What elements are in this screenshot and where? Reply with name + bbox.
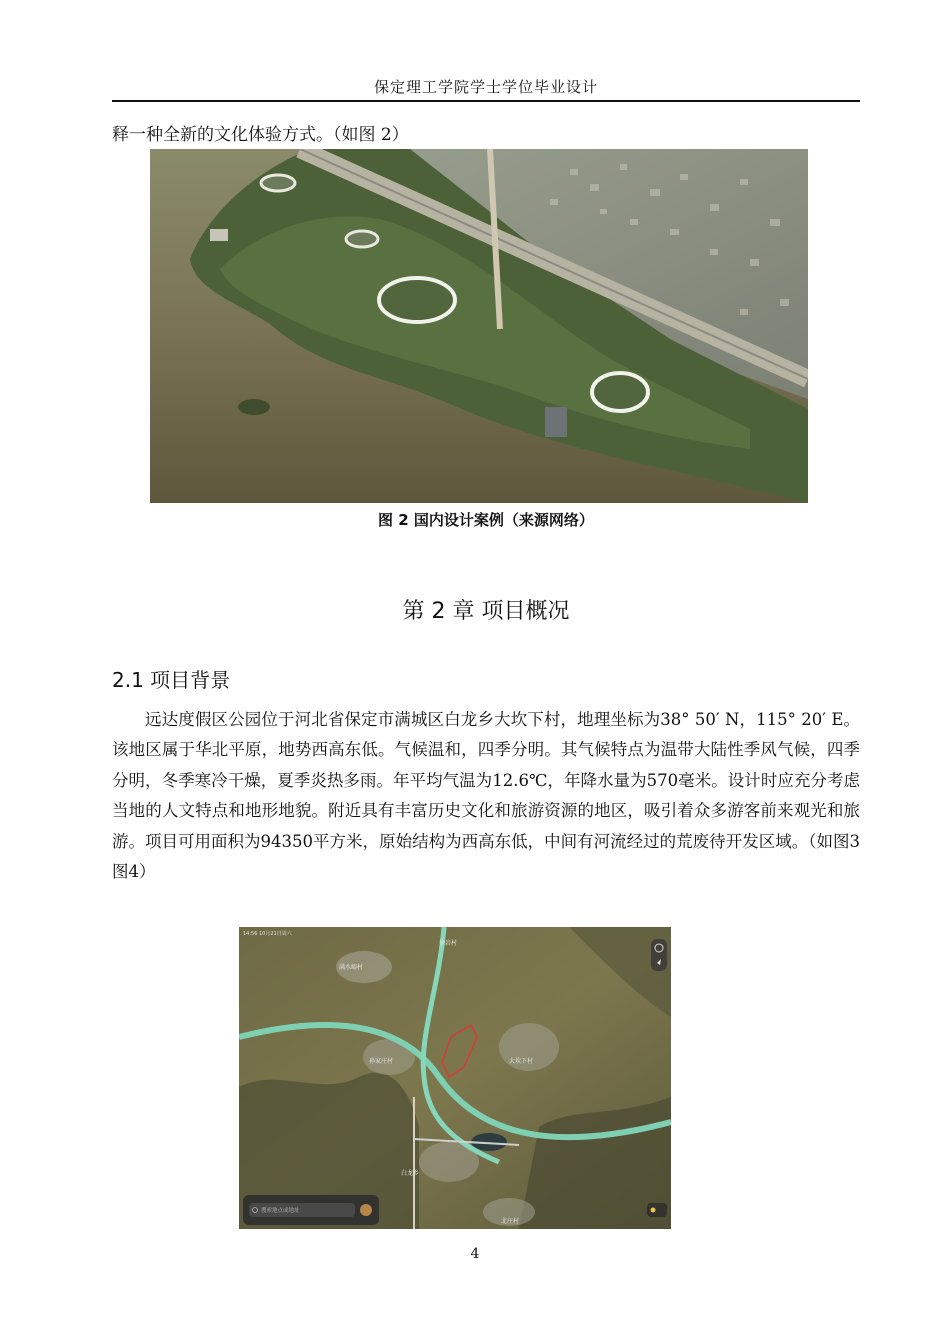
- map-status-time: 14:56 10月21日周六: [243, 931, 292, 937]
- chapter-title: 第 2 章 项目概况: [402, 599, 570, 624]
- header-rule: [112, 100, 860, 102]
- map-label-village-east: 大坎下村: [509, 1058, 534, 1065]
- map-label-village-mid: 孙家庄村: [369, 1058, 394, 1065]
- map-weather-badge: [647, 1203, 667, 1217]
- map-label-village-west: 满水峪村: [339, 964, 364, 971]
- map-label-village-south: 北庄村: [501, 1218, 520, 1225]
- page-number: 4: [470, 1246, 480, 1262]
- map-search-panel[interactable]: [243, 1195, 379, 1225]
- section-title: 2.1 项目背景: [112, 668, 231, 692]
- page-header: 保定理工学院学士学位毕业设计: [373, 78, 598, 96]
- figure-3-satellite-map: [239, 927, 671, 1229]
- map-label-town: 白龙乡: [401, 1170, 420, 1177]
- map-label-village-north: 徐岩村: [439, 940, 458, 947]
- body-paragraph-block: [112, 705, 860, 887]
- map-search-input[interactable]: 搜索地点或地址: [261, 1208, 300, 1214]
- intro-text-line: 释一种全新的文化体验方式。（如图 2）: [112, 125, 409, 145]
- body-paragraph: 远达度假区公园位于河北省保定市满城区白龙乡大坎下村，地理坐标为38° 50′ N，115° 20′ E。该地区属于华北平原，地势西高东低。气候温和，四季分明。其气候特点为温带大陆性季风气候，四季分明，冬季寒冷干燥，夏季炎热多雨。年平均气温为12.6℃，年降水量为570毫米。设计时应充分考虑当地的人文特点和地形地貌。附近具有丰富历史文化和旅游资源的地区，吸引着众多游客前来观光和旅游。项目可用面积为94350平方米，原始结构为西高东低，中间有河流经过的荒废待开发区域。（如图3 图4）: [112, 710, 860, 882]
- figure-2-caption: 图 2 国内设计案例（来源网络）: [378, 511, 594, 529]
- figure-2-aerial-photo: [150, 149, 808, 503]
- avatar[interactable]: [360, 1204, 372, 1216]
- sun-icon: [651, 1208, 656, 1213]
- map-compass-icon[interactable]: [651, 939, 667, 971]
